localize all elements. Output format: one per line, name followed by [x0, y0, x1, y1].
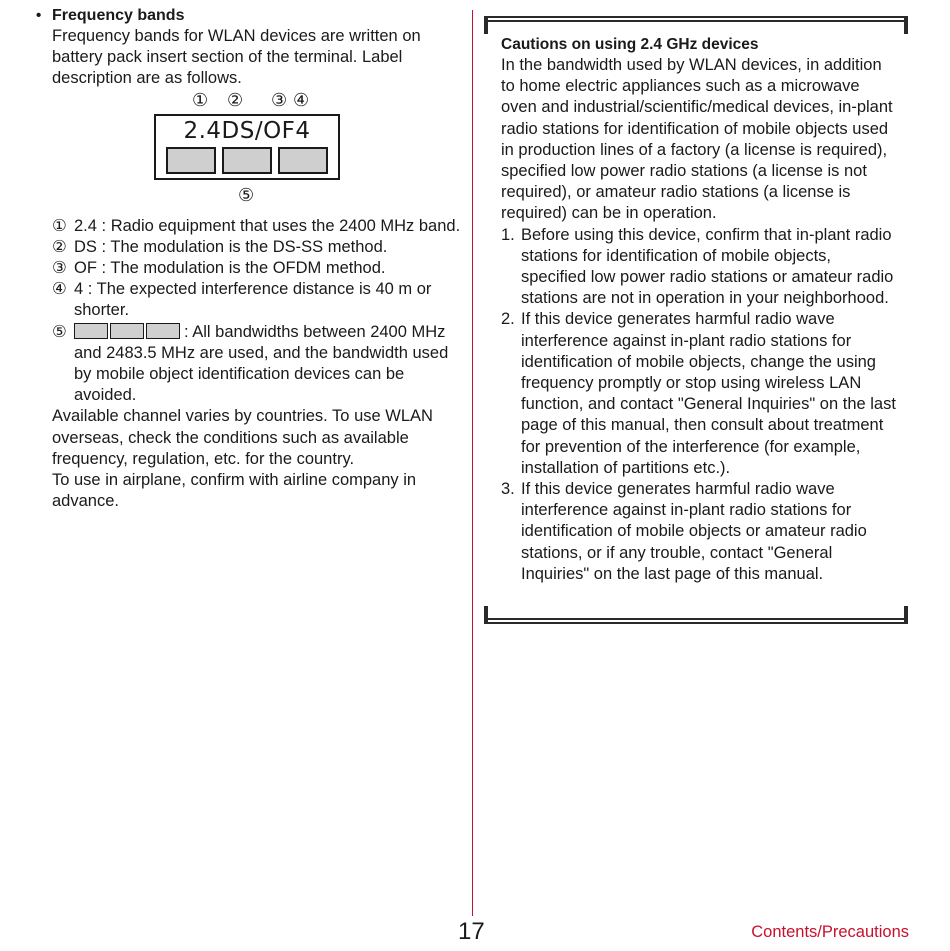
- item-number: ⑤: [52, 322, 67, 341]
- item-number: ②: [52, 237, 67, 256]
- frame-top-rule: [484, 16, 908, 22]
- item-text: Before using this device, confirm that in-plant radio stations for identification of mobile objects, specified low power radio stations or amateur radio stations are not in operation in your neighborhood.: [521, 225, 894, 308]
- caution-list: [501, 225, 899, 585]
- item-number: ④: [52, 280, 67, 299]
- frequency-bands-section: [36, 5, 466, 512]
- frame-corner: [484, 16, 492, 34]
- item-number: ①: [52, 216, 67, 235]
- frame-corner: [900, 606, 908, 624]
- marker-1: ①: [192, 89, 209, 110]
- marker-4: ④: [293, 89, 310, 110]
- list-item: [501, 225, 899, 310]
- intro-paragraph: Frequency bands for WLAN devices are written on battery pack insert section of the terminal. Label description are as follows.: [52, 27, 421, 88]
- item-number: 3.: [501, 480, 515, 499]
- item-number: 1.: [501, 225, 515, 244]
- list-item: [52, 258, 466, 279]
- list-item: [52, 216, 466, 237]
- label-cells-icon: [74, 323, 180, 339]
- list-item: [52, 322, 466, 407]
- item-text: : All bandwidths between 2400 MHz and 2483.5 MHz are used, and the bandwidth used by mobile object identification devices can be avoided.: [74, 322, 449, 405]
- label-box: [154, 114, 340, 180]
- section-link[interactable]: Contents/Precautions: [751, 923, 909, 941]
- note-paragraph: To use in airplane, confirm with airline company in advance.: [52, 471, 417, 511]
- caution-section: [501, 34, 899, 585]
- item-text: 2.4 : Radio equipment that uses the 2400 MHz band.: [74, 216, 461, 235]
- label-cell: [222, 147, 272, 174]
- list-item: [52, 237, 466, 258]
- item-text: If this device generates harmful radio wave interference against in-plant radio stations for identification of mobile objects or amateur radio stations, or if any trouble, contact "General Inquiries" on the last page of this manual.: [521, 480, 867, 583]
- caution-title: Cautions on using 2.4 GHz devices: [501, 36, 759, 53]
- column-divider: [472, 10, 473, 916]
- list-item: [52, 279, 466, 321]
- item-text: DS : The modulation is the DS-SS method.: [74, 237, 388, 256]
- label-cell: [166, 147, 216, 174]
- page-number: 17: [458, 918, 485, 945]
- bullet-icon: •: [36, 7, 42, 24]
- caution-intro: In the bandwidth used by WLAN devices, in addition to home electric appliances such as a microwave oven and industrial/scientific/medical devices, in-plant radio stations for identification of mobile objects used in production lines of a factory (a license is required), specified low power radio stations (a license is not required), or amateur radio stations (a license is required) can be in operation.: [501, 56, 893, 223]
- item-number: 2.: [501, 310, 515, 329]
- item-text: OF : The modulation is the OFDM method.: [74, 259, 386, 278]
- frame-bottom-rule: [484, 618, 908, 624]
- item-number: ③: [52, 259, 67, 278]
- frame-corner: [484, 606, 492, 624]
- marker-3: ③: [271, 89, 288, 110]
- item-text: 4 : The expected interference distance is 40 m or shorter.: [74, 280, 432, 320]
- section-heading-text: Frequency bands: [52, 7, 185, 24]
- list-item: [501, 309, 899, 479]
- frame-corner: [900, 16, 908, 34]
- label-code: 2.4DS/OF4: [183, 117, 311, 144]
- section-heading: [36, 5, 466, 26]
- marker-5: ⑤: [238, 184, 255, 205]
- label-legend-list: [52, 216, 466, 407]
- note-paragraph: Available channel varies by countries. To use WLAN overseas, check the conditions such as available frequency, regulation, etc. for the country.: [52, 407, 433, 468]
- marker-2: ②: [227, 89, 244, 110]
- item-body: [74, 322, 466, 407]
- list-item: [501, 479, 899, 585]
- item-text: If this device generates harmful radio wave interference against in-plant radio stations for identification of mobile objects, change the using frequency promptly or stop using wireless LAN function, and contact "General Inquiries" on the last page of this manual, then consult about treatment for prevention of the interference (for example, installation of partitions etc.).: [521, 310, 896, 477]
- frequency-label-diagram: [52, 90, 466, 216]
- label-cell: [278, 147, 328, 174]
